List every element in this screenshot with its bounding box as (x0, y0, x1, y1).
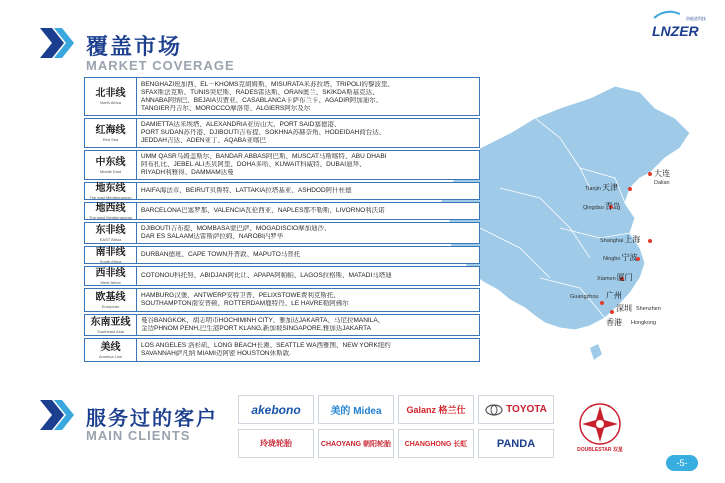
section-title-market-coverage: 覆盖市场 (86, 35, 183, 60)
region-cell: 欧基线 European (85, 289, 137, 311)
route-row-european (84, 288, 480, 312)
city-marker (648, 239, 652, 243)
company-logo (646, 8, 720, 42)
logo-brand: LNZER (652, 23, 699, 39)
city-xiamen: Xiamen 厦门 (597, 273, 633, 282)
client-logo-chaoyang: CHAOYANG 朝阳轮胎 (318, 429, 394, 458)
city-guangzhou-en: Guangzhou (570, 294, 599, 300)
ports-cell: 曼谷BANGKOK、胡志明市HOCHIMINH CITY、雅加达JAKARTA、马尼拉MANILA、 金边PHNOM PENH,巴生港PORT KLANG,新加坡SINGAPORE,雅加达JAKARTA (141, 317, 385, 332)
city-dalian-cn: 大连 (654, 169, 670, 178)
client-logo-changhong: CHANGHONG 长虹 (398, 429, 474, 458)
route-row-red-sea (84, 118, 480, 148)
ports-cell: HAIFA海法市、BEIRUT贝鲁特、LATTAKIA拉塔基亚、ASHDOD阿什杜德 (141, 187, 352, 194)
region-cell: 中东线 Middle East (85, 151, 137, 179)
ports-cell: DJIBOUTI吉布提、MOMBASA蒙巴萨、MOGADISCIO摩加迪沙、 DAR ES SALAAM达雷斯萨拉姆、NAROBI内罗毕 (141, 225, 331, 240)
city-qingdao: Qingdao 青岛 (583, 202, 621, 211)
route-row-west-africa (84, 266, 480, 286)
region-cell: 地东线 The east Mediterranean (85, 183, 137, 199)
route-row-america (84, 338, 480, 362)
route-row-east-mediterranean (84, 182, 480, 200)
city-dalian-en: Dalian (654, 180, 670, 186)
city-hongkong-cn: 香港 (606, 318, 622, 327)
section-title-main-clients: 服务过的客户 (86, 406, 218, 430)
toyota-emblem-icon (485, 404, 503, 416)
chevron-icon (38, 26, 76, 60)
city-shanghai: Shanghai 上海 (600, 235, 641, 244)
region-cell: 北非线 North Africa (85, 78, 137, 115)
ports-cell: BENGHAZI班加西、EL－KHOMS克胡姆斯、MISURATA米苏拉塔、TRIPOLI的黎波里、 SFAX斯法克斯、TUNIS突尼斯、RADES雷达斯、ORAN奥兰、SKIKDA斯基克达、 ANNABA阿纳巴、BEJAIA贝贾亚、CASABLANCA卡萨布兰卡、AGADIR阿加迪尔、 TANGIER丹吉尔、MOROCCO摩洛哥、ALGIERS阿尔及尔 (141, 80, 394, 112)
client-logo-toyota: TOYOTA (478, 395, 554, 424)
client-logo-midea: 美的 Midea (318, 395, 394, 424)
client-logo-akebono: akebono (238, 395, 314, 424)
route-row-southeast-asia (84, 314, 480, 336)
section-subtitle-market-coverage: MARKET COVERAGE (86, 58, 235, 73)
ports-cell: COTONOU科托努、ABIDJAN阿比让、APAPA阿帕帕、LAGOS拉格斯、MATADI马塔迪 (141, 272, 392, 279)
city-marker (610, 310, 614, 314)
route-row-north-africa (84, 77, 480, 116)
ports-cell: DURBAN德班、CAPE TOWN开普敦、MAPUTO马普托 (141, 251, 301, 258)
region-cell: 红海线 Red Sea (85, 119, 137, 147)
doublestar-emblem-icon (578, 402, 622, 446)
client-logo-galanz: Galanz 格兰仕 (398, 395, 474, 424)
page-number: -5- (666, 455, 698, 471)
city-marker (648, 172, 652, 176)
route-row-south-africa (84, 246, 480, 264)
ports-cell: HAMBURG汉堡、ANTWERP安特卫普、PELIXSTOWE费利克斯托、 SOUTHAMPTON南安普顿、ROTTERDAM鹿特丹、LE HAVRE勒阿佛尔 (141, 292, 349, 307)
city-marker (628, 187, 632, 191)
city-shenzhen-cn: 深圳 (616, 304, 632, 313)
region-cell: 东南亚线 Southeast Asia (85, 315, 137, 335)
logo-tagline: 洛能进科技 (686, 16, 706, 21)
ports-cell: DAMIETTA达米埃塔、ALEXANDRIA亚历山大、PORT SAID塞德港、 PORT SUDAN苏丹港、DJIBOUTI吉布提、SOKHNA苏赫奈角、HODEIDAH荷台达、 JEDDAH吉达、ADEN亚丁、AQABA亚喀巴 (141, 121, 386, 144)
route-row-middle-east (84, 150, 480, 180)
client-logo-linglong: 玲珑轮胎 (238, 429, 314, 458)
ports-cell: UMM QASR乌姆盖斯尔、BANDAR ABBAS阿巴斯、MUSCAT马斯喀特、ABU DHABI 阿布扎比、JEBEL ALI杰贝阿里、DOHA多哈、KUWAIT科威特、DUBAI迪拜、 RIYADH利雅得、DAMMAM达曼 (141, 153, 387, 176)
city-tianjin: Tianjin 天津 (585, 183, 618, 192)
shipping-routes-table (84, 77, 480, 364)
region-cell: 美线 America Line (85, 339, 137, 361)
region-cell: 地西线 The west Mediterranean (85, 203, 137, 219)
client-logo-panda: PANDA (478, 429, 554, 458)
region-cell: 东非线 EAST Africa (85, 223, 137, 243)
section-subtitle-main-clients: MAIN CLIENTS (86, 428, 191, 443)
ports-cell: BARCELONA巴塞罗那、VALENCIA瓦伦西亚、NAPLES那不勒斯、LIVORNO利沃诺 (141, 207, 385, 214)
region-cell: 西非线 West Africa (85, 267, 137, 285)
ports-cell: LOS ANGELES 洛杉矶、LONG BEACH长滩、SEATTLE WA西雅图、NEW YORK纽约 SAVANNAH萨凡纳 MIAMI迈阿密 HOUSTON休斯敦. (141, 342, 391, 357)
city-shenzhen-en: Shenzhen (636, 306, 661, 312)
client-logo-doublestar: DOUBLESTAR 双星 (560, 395, 640, 459)
city-ningbo: Ningbo 宁波 (603, 253, 638, 262)
city-marker (600, 301, 604, 305)
city-hongkong-en: Hongkong (631, 320, 657, 326)
route-row-west-mediterranean (84, 202, 480, 220)
city-guangzhou-cn: 广州 (606, 291, 622, 300)
region-cell: 南非线 South Africa (85, 247, 137, 263)
china-map (440, 78, 710, 378)
route-row-east-africa (84, 222, 480, 244)
chevron-icon (38, 398, 76, 432)
